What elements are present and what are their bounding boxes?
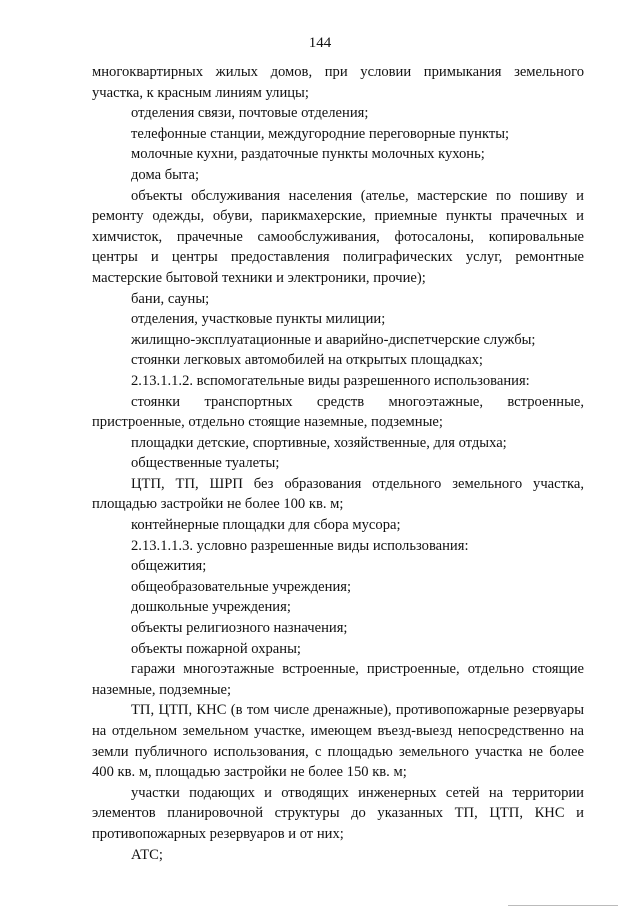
paragraph: отделения связи, почтовые отделения; xyxy=(131,105,369,122)
paragraph: контейнерные площадки для сбора мусора; xyxy=(131,517,401,534)
paragraph: дошкольные учреждения; xyxy=(131,599,291,616)
paragraph: отделения, участковые пункты милиции; xyxy=(131,311,386,328)
paragraph: молочные кухни, раздаточные пункты молочных кухонь; xyxy=(131,146,485,163)
paragraph: общеобразовательные учреждения; xyxy=(131,578,352,595)
paragraph: ЦТП, ТП, ШРП без образования отдельного земельного участка, площадью застройки не более 100 кв. м; xyxy=(92,475,584,513)
paragraph: объекты пожарной охраны; xyxy=(131,640,301,657)
paragraph: ТП, ЦТП, КНС (в том числе дренажные), противопожарные резервуары на отдельном земельном участке, имеющем въезд-выезд непосредственно на земли публичного использования, с площадью земельного участка не более 400 кв. м, площадью застройки не более 150 кв. м; xyxy=(92,702,584,781)
paragraph: общежития; xyxy=(131,558,207,575)
paragraph: стоянки легковых автомобилей на открытых площадках; xyxy=(131,352,483,369)
paragraph: площадки детские, спортивные, хозяйственные, для отдыха; xyxy=(131,434,507,451)
paragraph: телефонные станции, междугородние переговорные пункты; xyxy=(131,125,510,142)
scan-edge-line xyxy=(508,905,618,906)
section-heading: 2.13.1.1.2. вспомогательные виды разрешенного использования: xyxy=(131,372,530,389)
paragraph: объекты обслуживания населения (ателье, мастерские по пошиву и ремонту одежды, обуви, парикмахерские, приемные пункты прачечных и химчисток, прачечные самообслуживания, фотосалоны, копировальные центры и центры предоставления полиграфических услуг, ремонтные мастерские бытовой техники и электроники, прочие); xyxy=(92,187,584,286)
section-heading: 2.13.1.1.3. условно разрешенные виды использования: xyxy=(131,537,469,554)
paragraph: многоквартирных жилых домов, при условии примыкания земельного участка, к красным линиям улицы; xyxy=(92,64,584,101)
paragraph: объекты религиозного назначения; xyxy=(131,620,348,637)
paragraph: стоянки транспортных средств многоэтажные, встроенные, пристроенные, отдельно стоящие наземные, подземные; xyxy=(92,393,584,431)
paragraph: дома быта; xyxy=(131,166,200,183)
document-text xyxy=(92,62,584,865)
paragraph: жилищно-эксплуатационные и аварийно-диспетчерские службы; xyxy=(131,331,536,348)
paragraph: общественные туалеты; xyxy=(131,455,280,472)
paragraph: АТС; xyxy=(131,846,163,863)
paragraph: гаражи многоэтажные встроенные, пристроенные, отдельно стоящие наземные, подземные; xyxy=(92,661,584,698)
paragraph: участки подающих и отводящих инженерных сетей на территории элементов планировочной структуры до указанных ТП, ЦТП, КНС и противопожарных резервуаров и от них; xyxy=(92,784,584,842)
page-number: 144 xyxy=(308,35,332,51)
paragraph: бани, сауны; xyxy=(131,290,210,307)
